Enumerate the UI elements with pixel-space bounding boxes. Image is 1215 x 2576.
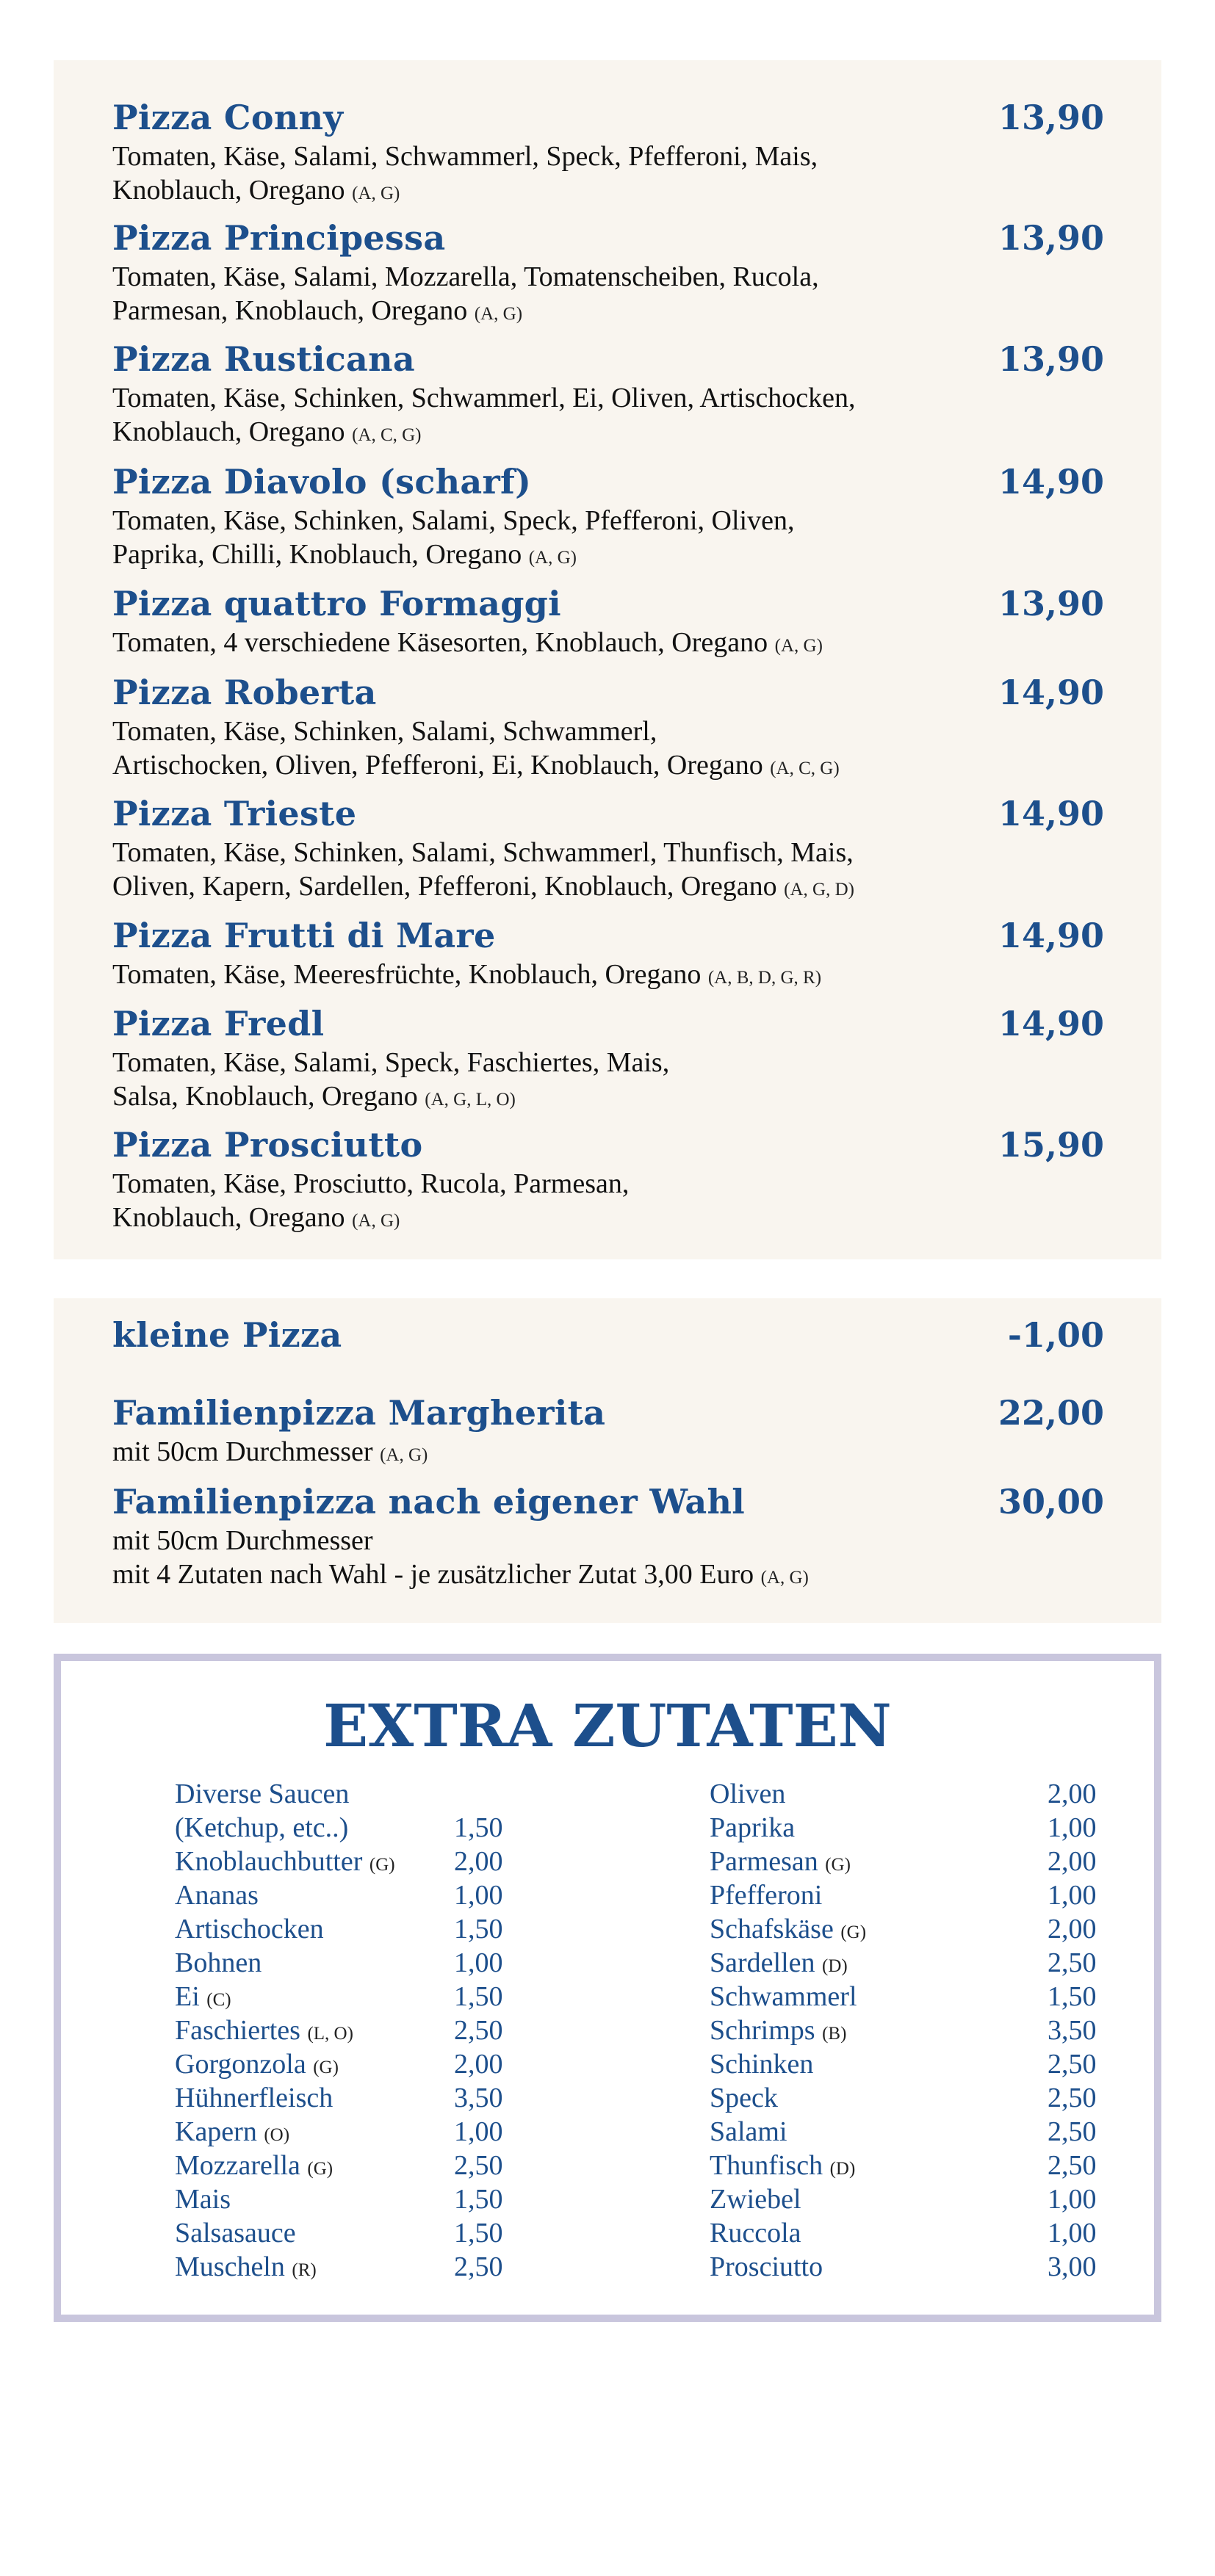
extra-topping-row: [710, 2149, 1097, 2182]
topping-name: [175, 1811, 348, 1845]
topping-allergen: (L, O): [307, 2024, 353, 2044]
topping-name: [710, 1912, 866, 1950]
extra-topping-row: [710, 1878, 1097, 1912]
topping-name: [710, 2014, 846, 2051]
extra-topping-row: [175, 1980, 520, 2014]
topping-price: 2,50: [1048, 2150, 1097, 2181]
item-description: [112, 1524, 1104, 1557]
item-name: Pizza Rusticana: [112, 339, 415, 379]
menu-item: [112, 1392, 1104, 1472]
description-text: Salsa, Knoblauch, Oregano: [112, 1081, 418, 1112]
topping-price: 3,00: [1048, 2251, 1097, 2282]
item-name: Pizza Diavolo (scharf): [112, 462, 532, 502]
topping-price: 1,50: [454, 1812, 503, 1843]
extra-topping-row: [175, 1777, 520, 1811]
topping-name: [710, 2149, 855, 2186]
allergen-codes: (A, G): [760, 1568, 809, 1588]
extra-topping-row: [710, 1912, 1097, 1946]
item-description: [112, 869, 1104, 907]
topping-price: 1,50: [454, 1914, 503, 1944]
item-price: 14,90: [998, 916, 1104, 955]
extra-topping-row: [175, 2081, 520, 2115]
item-price: 14,90: [998, 462, 1104, 502]
item-price: 13,90: [998, 98, 1104, 137]
description-text: Tomaten, Käse, Schinken, Salami, Speck, Pfefferoni, Oliven,: [112, 505, 795, 536]
item-price: 13,90: [998, 339, 1104, 379]
allergen-codes: (A, B, D, G, R): [707, 968, 822, 988]
topping-name: [175, 1946, 262, 1980]
item-name: Pizza Trieste: [112, 794, 357, 833]
topping-price: 1,00: [454, 1880, 503, 1911]
topping-price: 2,00: [454, 1846, 503, 1877]
topping-label: Thunfisch: [710, 2150, 823, 2181]
description-text: Artischocken, Oliven, Pfefferoni, Ei, Knoblauch, Oregano: [112, 750, 763, 781]
menu-item: [112, 1481, 1104, 1595]
item-description: [112, 294, 1104, 331]
topping-label: Speck: [710, 2083, 778, 2113]
topping-allergen: (B): [822, 2024, 847, 2044]
topping-name: [710, 2216, 801, 2250]
topping-allergen: (G): [369, 1855, 395, 1875]
topping-name: [710, 2182, 801, 2216]
description-text: Parmesan, Knoblauch, Oregano: [112, 295, 468, 326]
item-name: Familienpizza nach eigener Wahl: [112, 1482, 745, 1522]
extra-topping-row: [710, 1777, 1097, 1811]
item-description: [112, 958, 1104, 995]
topping-name: [175, 2182, 231, 2216]
allergen-codes: (A, G): [528, 548, 577, 568]
extra-topping-row: [710, 2250, 1097, 2284]
extra-topping-row: [175, 2182, 520, 2216]
allergen-codes: (A, G): [352, 184, 400, 203]
item-description: [112, 1435, 1104, 1472]
item-description: [112, 140, 1104, 173]
topping-label: Gorgonzola: [175, 2049, 306, 2080]
menu-item: [112, 583, 1104, 663]
extra-topping-row: [710, 2014, 1097, 2047]
topping-price: 2,50: [1048, 2116, 1097, 2147]
description-text: mit 4 Zutaten nach Wahl - je zusätzlicher Zutat 3,00 Euro: [112, 1559, 754, 1590]
extra-topping-row: [710, 1980, 1097, 2014]
allergen-codes: (A, G): [380, 1445, 428, 1465]
menu-item: [112, 339, 1104, 452]
topping-allergen: (D): [829, 2159, 856, 2179]
allergen-codes: (A, C, G): [770, 759, 840, 778]
extra-topping-row: [175, 2115, 520, 2149]
topping-name: [710, 2047, 813, 2081]
description-text: Knoblauch, Oregano: [112, 1202, 345, 1233]
topping-label: Schafskäse: [710, 1914, 834, 1944]
description-text: Tomaten, Käse, Schinken, Salami, Schwammerl, Thunfisch, Mais,: [112, 837, 854, 868]
topping-name: [175, 1980, 231, 2017]
menu-item: [112, 217, 1104, 331]
topping-name: [175, 2115, 289, 2152]
topping-allergen: (G): [307, 2159, 334, 2179]
allergen-codes: (A, C, G): [352, 425, 422, 445]
topping-label: Zwiebel: [710, 2184, 801, 2215]
extra-topping-row: [175, 2149, 520, 2182]
item-price: 30,00: [998, 1482, 1104, 1522]
topping-label: (Ketchup, etc..): [175, 1812, 349, 1843]
topping-allergen: (C): [206, 1990, 231, 2010]
allergen-codes: (A, G, L, O): [425, 1090, 516, 1110]
item-description: [112, 1167, 1104, 1201]
extras-title: EXTRA ZUTATEN: [323, 1691, 892, 1760]
item-description: [112, 1201, 1104, 1238]
description-text: Knoblauch, Oregano: [112, 175, 345, 206]
item-description: [112, 1557, 1104, 1595]
topping-label: Oliven: [710, 1779, 786, 1809]
description-text: Tomaten, 4 verschiedene Käsesorten, Knoblauch, Oregano: [112, 627, 768, 658]
item-description: [112, 626, 1104, 663]
topping-label: Parmesan: [710, 1846, 818, 1877]
extras-right-column: [710, 1777, 1097, 2284]
menu-item: [112, 793, 1104, 907]
menu-item: [112, 461, 1104, 575]
description-text: Knoblauch, Oregano: [112, 416, 345, 447]
item-name: Pizza Conny: [112, 98, 344, 137]
topping-label: Ananas: [175, 1880, 259, 1911]
topping-name: [175, 2149, 333, 2186]
item-description: [112, 748, 1104, 786]
item-description: [112, 173, 1104, 211]
topping-label: Mais: [175, 2184, 231, 2215]
item-description: [112, 714, 1104, 748]
allergen-codes: (A, G): [774, 636, 823, 656]
topping-label: Ei: [175, 1981, 200, 2012]
topping-label: Bohnen: [175, 1947, 262, 1978]
topping-price: 2,00: [1048, 1779, 1097, 1809]
menu-item: [112, 97, 1104, 211]
item-description: [112, 415, 1104, 452]
item-name: Pizza quattro Formaggi: [112, 584, 561, 623]
topping-name: [175, 1845, 395, 1882]
topping-label: Diverse Saucen: [175, 1779, 350, 1809]
item-name: kleine Pizza: [112, 1315, 342, 1355]
menu-item: [112, 915, 1104, 995]
extra-topping-row: [710, 2047, 1097, 2081]
topping-name: [710, 1845, 851, 1882]
allergen-codes: (A, G): [352, 1211, 400, 1231]
item-name: Pizza Principessa: [112, 218, 446, 258]
topping-price: 1,00: [454, 2116, 503, 2147]
topping-label: Hühnerfleisch: [175, 2083, 334, 2113]
item-name: Pizza Roberta: [112, 673, 377, 712]
topping-price: 1,50: [1048, 1981, 1097, 2012]
topping-price: 1,00: [1048, 1880, 1097, 1911]
topping-name: [710, 1946, 848, 1983]
item-price: 14,90: [998, 1004, 1104, 1043]
topping-name: [175, 2216, 296, 2250]
description-text: Tomaten, Käse, Salami, Mozzarella, Tomatenscheiben, Rucola,: [112, 261, 819, 292]
topping-price: 1,00: [1048, 1812, 1097, 1843]
description-text: Tomaten, Käse, Meeresfrüchte, Knoblauch, Oregano: [112, 959, 702, 990]
extra-topping-row: [175, 1811, 520, 1845]
item-description: [112, 260, 1104, 294]
topping-name: [175, 2250, 317, 2287]
extra-topping-row: [710, 1811, 1097, 1845]
description-text: Tomaten, Käse, Salami, Schwammerl, Speck, Pfefferoni, Mais,: [112, 141, 818, 172]
menu-item: [112, 1314, 1104, 1356]
item-price: 22,00: [998, 1393, 1104, 1433]
topping-name: [710, 1878, 822, 1912]
topping-price: 2,50: [1048, 2083, 1097, 2113]
extras-left-column: [175, 1777, 520, 2284]
item-price: 14,90: [998, 794, 1104, 833]
item-description: [112, 504, 1104, 538]
item-price: 13,90: [998, 584, 1104, 623]
item-description: [112, 1079, 1104, 1117]
topping-name: [710, 1777, 785, 1811]
topping-label: Kapern: [175, 2116, 257, 2147]
item-description: [112, 836, 1104, 869]
topping-label: Schwammerl: [710, 1981, 857, 2012]
item-description: [112, 1046, 1104, 1079]
topping-price: 2,00: [1048, 1846, 1097, 1877]
topping-allergen: (O): [264, 2125, 290, 2145]
special-pizza-panel: [54, 1298, 1161, 1623]
extra-topping-row: [175, 2014, 520, 2047]
extra-topping-row: [710, 2216, 1097, 2250]
topping-price: 3,50: [1048, 2015, 1097, 2046]
extra-topping-row: [175, 1878, 520, 1912]
topping-label: Prosciutto: [710, 2251, 823, 2282]
topping-price: 2,00: [1048, 1914, 1097, 1944]
description-text: Paprika, Chilli, Knoblauch, Oregano: [112, 539, 522, 570]
topping-label: Schrimps: [710, 2015, 815, 2046]
topping-price: 2,50: [454, 2251, 503, 2282]
topping-name: [175, 2081, 333, 2115]
topping-allergen: (G): [825, 1855, 851, 1875]
description-text: Tomaten, Käse, Schinken, Salami, Schwammerl,: [112, 716, 657, 747]
extra-topping-row: [710, 2182, 1097, 2216]
item-description: [112, 538, 1104, 575]
topping-name: [710, 2081, 778, 2115]
topping-name: [175, 2047, 339, 2085]
topping-price: 1,50: [454, 2184, 503, 2215]
extra-topping-row: [710, 1946, 1097, 1980]
topping-label: Mozzarella: [175, 2150, 300, 2181]
topping-name: [175, 1878, 259, 1912]
extra-topping-row: [175, 2250, 520, 2284]
description-text: Tomaten, Käse, Schinken, Schwammerl, Ei, Oliven, Artischocken,: [112, 383, 856, 413]
item-description: [112, 381, 1104, 415]
item-price: 13,90: [998, 218, 1104, 258]
topping-allergen: (R): [292, 2260, 317, 2280]
extra-topping-row: [175, 1912, 520, 1946]
description-text: mit 50cm Durchmesser: [112, 1525, 373, 1556]
topping-price: 2,50: [454, 2150, 503, 2181]
item-price: -1,00: [1007, 1315, 1104, 1355]
item-name: Pizza Fredl: [112, 1004, 325, 1043]
extra-topping-row: [175, 2047, 520, 2081]
description-text: Tomaten, Käse, Prosciutto, Rucola, Parmesan,: [112, 1168, 630, 1199]
item-name: Pizza Frutti di Mare: [112, 916, 496, 955]
description-text: mit 50cm Durchmesser: [112, 1436, 373, 1467]
topping-label: Salsasauce: [175, 2218, 296, 2248]
description-text: Tomaten, Käse, Salami, Speck, Faschiertes, Mais,: [112, 1047, 670, 1078]
topping-label: Schinken: [710, 2049, 814, 2080]
extra-topping-row: [710, 1845, 1097, 1878]
topping-price: 1,00: [1048, 2218, 1097, 2248]
menu-item: [112, 672, 1104, 786]
topping-price: 2,00: [454, 2049, 503, 2080]
topping-price: 1,00: [1048, 2184, 1097, 2215]
item-price: 14,90: [998, 673, 1104, 712]
topping-label: Muscheln: [175, 2251, 285, 2282]
allergen-codes: (A, G, D): [784, 880, 854, 900]
topping-price: 3,50: [454, 2083, 503, 2113]
menu-item: [112, 1003, 1104, 1117]
topping-price: 1,50: [454, 1981, 503, 2012]
topping-name: [710, 1980, 857, 2014]
topping-label: Knoblauchbutter: [175, 1846, 363, 1877]
topping-label: Faschiertes: [175, 2015, 300, 2046]
topping-price: 2,50: [454, 2015, 503, 2046]
topping-price: 2,50: [1048, 2049, 1097, 2080]
topping-price: 2,50: [1048, 1947, 1097, 1978]
topping-name: [710, 2250, 823, 2284]
menu-item: [112, 1124, 1104, 1238]
extra-topping-row: [710, 2081, 1097, 2115]
extra-topping-row: [710, 2115, 1097, 2149]
topping-label: Paprika: [710, 1812, 796, 1843]
topping-allergen: (D): [822, 1956, 848, 1976]
extra-topping-row: [175, 1845, 520, 1878]
topping-label: Sardellen: [710, 1947, 815, 1978]
topping-label: Pfefferoni: [710, 1880, 823, 1911]
topping-name: [175, 2014, 353, 2051]
extra-topping-row: [175, 1946, 520, 1980]
pizza-menu-panel: [54, 60, 1161, 1259]
item-name: Familienpizza Margherita: [112, 1393, 606, 1433]
topping-name: [175, 1912, 324, 1946]
extra-toppings-box: [54, 1654, 1161, 2322]
topping-label: Artischocken: [175, 1914, 324, 1944]
topping-price: 1,50: [454, 2218, 503, 2248]
topping-name: [175, 1777, 349, 1811]
topping-allergen: (G): [313, 2058, 339, 2077]
topping-name: [710, 1811, 795, 1845]
item-price: 15,90: [998, 1125, 1104, 1165]
allergen-codes: (A, G): [474, 304, 523, 324]
topping-label: Ruccola: [710, 2218, 801, 2248]
description-text: Oliven, Kapern, Sardellen, Pfefferoni, Knoblauch, Oregano: [112, 871, 777, 902]
topping-label: Salami: [710, 2116, 787, 2147]
extra-topping-row: [175, 2216, 520, 2250]
topping-allergen: (G): [840, 1922, 867, 1942]
topping-price: 1,00: [454, 1947, 503, 1978]
topping-name: [710, 2115, 787, 2149]
item-name: Pizza Prosciutto: [112, 1125, 423, 1165]
